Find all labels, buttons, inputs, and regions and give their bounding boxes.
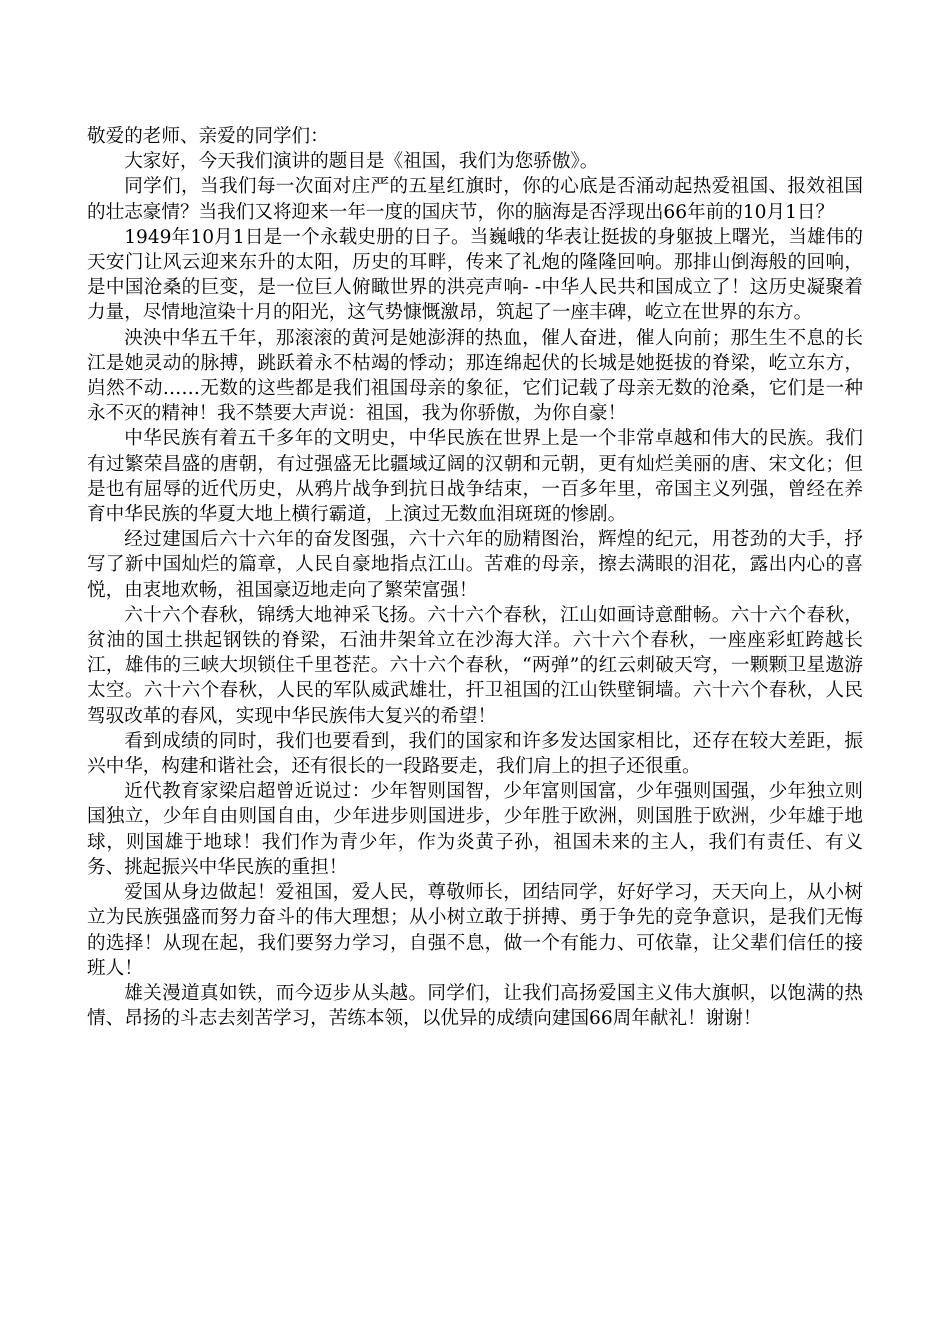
paragraph-2: 同学们，当我们每一次面对庄严的五星红旗时，你的心底是否涌动起热爱祖国、报效祖国的壮志豪情？当我们又将迎来一年一度的国庆节，你的脑海是否浮现出66年前的10月1日？: [87, 176, 863, 223]
paragraph-8: 看到成绩的同时，我们也要看到，我们的国家和许多发达国家相比，还存在较大差距，振兴中华，构建和谐社会，还有很长的一段路要走，我们肩上的担子还很重。: [87, 730, 863, 778]
paragraph-1: 大家好，今天我们演讲的题目是《祖国，我们为您骄傲》。: [124, 151, 599, 173]
paragraph-5: 中华民族有着五千多年的文明史，中华民族在世界上是一个非常卓越和伟大的民族。我们有过繁荣昌盛的唐朝，有过强盛无比疆域辽阔的汉朝和元朝，更有灿烂美丽的唐、宋文化；但是也有屈辱的近代历史，从鸦片战争到抗日战争结束，一百多年里，帝国主义列强，曾经在养育中华民族的华夏大地上横行霸道，上演过无数血泪斑斑的惨剧。: [87, 428, 863, 526]
paragraph-11: 雄关漫道真如铁，而今迈步从头越。同学们，让我们高扬爱国主义伟大旗帜，以饱满的热情、昂扬的斗志去刻苦学习，苦练本领，以优异的成绩向建国66周年献礼！谢谢！: [87, 982, 863, 1030]
paragraph-3: 1949年10月1日是一个永载史册的日子。当巍峨的华表让挺拔的身躯披上曙光，当雄伟的天安门让风云迎来东升的太阳，历史的耳畔，传来了礼炮的隆隆回响。那排山倒海般的回响，是中国沧桑的巨变，是一位巨人俯瞰世界的洪亮声响- -中华人民共和国成立了！这历史凝聚着力量，尽情地渲染十月的阳光，这气势慷慨激昂，筑起了一座丰碑，屹立在世界的东方。: [87, 226, 863, 324]
speech-document: [87, 124, 863, 1031]
paragraph-6: 经过建国后六十六年的奋发图强，六十六年的励精图治，辉煌的纪元，用苍劲的大手，抒写了新中国灿烂的篇章，人民自豪地指点江山。苦难的母亲，擦去满眼的泪花，露出内心的喜悦，由衷地欢畅，祖国豪迈地走向了繁荣富强！: [87, 529, 863, 601]
paragraph-7: 六十六个春秋，锦绣大地神采飞扬。六十六个春秋，江山如画诗意酣畅。六十六个春秋，贫油的国土拱起钢铁的脊梁，石油井架耸立在沙海大洋。六十六个春秋，一座座彩虹跨越长江，雄伟的三峡大坝锁住千里苍茫。六十六个春秋，“两弹”的红云刺破天穹，一颗颗卫星遨游太空。六十六个春秋，人民的军队威武雄壮，扞卫祖国的江山铁壁铜墙。六十六个春秋，人民驾驭改革的春风，实现中华民族伟大复兴的希望！: [87, 604, 863, 727]
salutation: 敬爱的老师、亲爱的同学们：: [87, 126, 329, 147]
paragraph-9: 近代教育家梁启超曾近说过：少年智则国智，少年富则国富，少年强则国强，少年独立则国独立，少年自由则国自由，少年进步则国进步，少年胜于欧洲，则国胜于欧洲，少年雄于地球，则国雄于地球！我们作为青少年，作为炎黄子孙，祖国未来的主人，我们有责任、有义务、挑起振兴中华民族的重担！: [87, 781, 863, 878]
paragraph-4: 泱泱中华五千年，那滚滚的黄河是她澎湃的热血，催人奋进，催人向前；那生生不息的长江是她灵动的脉搏，跳跃着永不枯竭的悸动；那连绵起伏的长城是她挺拔的脊梁，屹立东方，岿然不动……无数的这些都是我们祖国母亲的象征，它们记载了母亲无数的沧桑，它们是一种永不灭的精神！我不禁要大声说：祖国，我为你骄傲，为你自豪！: [87, 327, 863, 425]
paragraph-10: 爱国从身边做起！爱祖国，爱人民，尊敬师长，团结同学，好好学习，天天向上，从小树立为民族强盛而努力奋斗的伟大理想；从小树立敢于拼搏、勇于争先的竞争意识，是我们无悔的选择！从现在起，我们要努力学习，自强不息，做一个有能力、可依靠，让父辈们信任的接班人！: [87, 882, 863, 979]
